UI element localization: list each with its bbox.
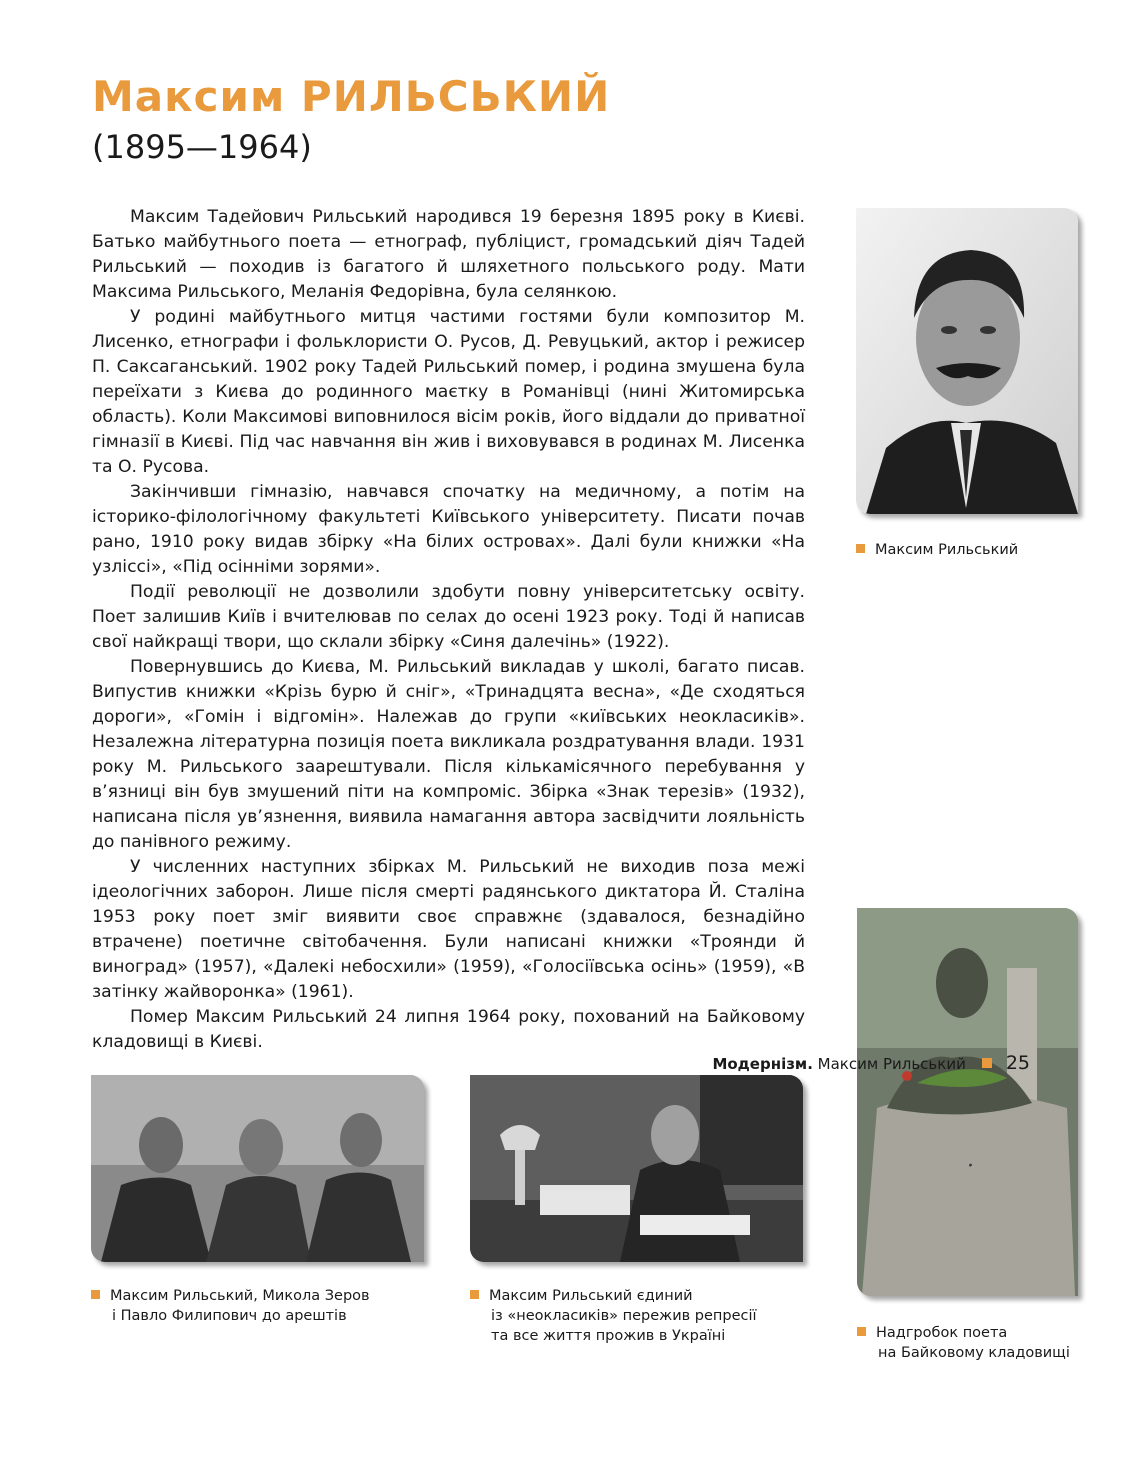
desk-caption: Максим Рильський єдиний із «неокласиків» пережив репресії та все життя прожив в Україні: [470, 1286, 757, 1346]
page-footer: [700, 1052, 1030, 1074]
footer-section: Модернізм.: [712, 1055, 813, 1073]
monument-photo: [857, 908, 1078, 1296]
monument-caption: Надгробок поета на Байковому кладовищі: [857, 1323, 1070, 1363]
bullet-square: [91, 1290, 100, 1299]
page-number: 25: [1005, 1052, 1030, 1074]
portrait-image: [856, 208, 1078, 514]
paragraph: Події революції не дозволили здобути повну університетську освіту. Поет залишив Київ і вчителював по селах до осені 1923 року. Тоді й написав свої найкращі твори, що склали збірку «Синя далечінь» (1922).: [92, 582, 805, 652]
paragraph: У численних наступних збірках М. Рильський не виходив поза межі ідеологічних заборон. Лише після смерті радянського диктатора Й. Сталіна 1953 року поет зміг виявити своє справжнє (здавалося, безнадійно втрачене) поетичне світобачення. Були написані книжки «Троянди й виноград» (1957), «Далекі небосхили» (1959), «Голосіївська осінь» (1959), «В затінку жайворонка» (1961).: [92, 857, 805, 1002]
bullet-square: [470, 1290, 479, 1299]
group-image: [91, 1075, 424, 1262]
monument-inscription: ·: [967, 1154, 974, 1179]
life-years: (1895—1964): [92, 128, 312, 166]
paragraph: Повернувшись до Києва, М. Рильський викладав у школі, багато писав. Випустив книжки «Крізь бурю й сніг», «Тринадцята весна», «Де сходяться дороги», «Гомін і відгомін». Належав до групи «київських неокласиків». Незалежна літературна позиція поета викликала роздратування влади. 1931 року М. Рильського заарештували. Після кількамісячного перебування у в’язниці він був змушений піти на компроміс. Збірка «Знак терезів» (1932), написана після ув’язнення, виявила намагання автора засвідчити лояльність до панівного режиму.: [92, 657, 805, 852]
desk-image: [470, 1075, 803, 1262]
footer-bullet-square: [982, 1058, 992, 1068]
group-caption: Максим Рильський, Микола Зеров і Павло Филипович до арештів: [91, 1286, 370, 1326]
page-title: Максим РИЛЬСЬКИЙ: [92, 72, 611, 121]
bullet-square: [856, 544, 865, 553]
group-photo: [91, 1075, 424, 1262]
bullet-square: [857, 1327, 866, 1336]
desk-photo: [470, 1075, 803, 1262]
paragraph: Закінчивши гімназію, навчався спочатку на медичному, а потім на історико-філологічному факультеті Київського університету. Писати почав рано, 1910 року видав збірку «На білих островах». Далі були книжки «На узліссі», «Під осінніми зорями».: [92, 482, 805, 577]
portrait-caption: Максим Рильський: [856, 540, 1018, 560]
paragraph: У родині майбутнього митця частими гостями були композитор М. Лисенко, етнографи і фольклористи О. Русов, Д. Ревуцький, актор і режисер П. Саксаганський. 1902 року Тадей Рильський помер, і родина змушена була переїхати з Києва до родинного маєтку в Романівці (нині Житомирська область). Коли Максимові виповнилося вісім років, його віддали до приватної гімназії в Києві. Під час навчання він жив і виховувався в родинах М. Лисенка та О. Русова.: [92, 307, 805, 477]
biography-text: [92, 205, 805, 1055]
paragraph: Помер Максим Рильський 24 липня 1964 року, похований на Байковому кладовищі в Києві.: [92, 1007, 805, 1052]
paragraph: Максим Тадейович Рильський народився 19 березня 1895 року в Києві. Батько майбутнього поета — етнограф, публіцист, громадський діяч Тадей Рильський — походив із багатого й шляхетного польського роду. Мати Максима Рильського, Меланія Федорівна, була селянкою.: [92, 207, 805, 302]
portrait-photo: [856, 208, 1078, 514]
monument-image: [857, 908, 1078, 1296]
footer-topic: Максим Рильський: [817, 1055, 966, 1073]
